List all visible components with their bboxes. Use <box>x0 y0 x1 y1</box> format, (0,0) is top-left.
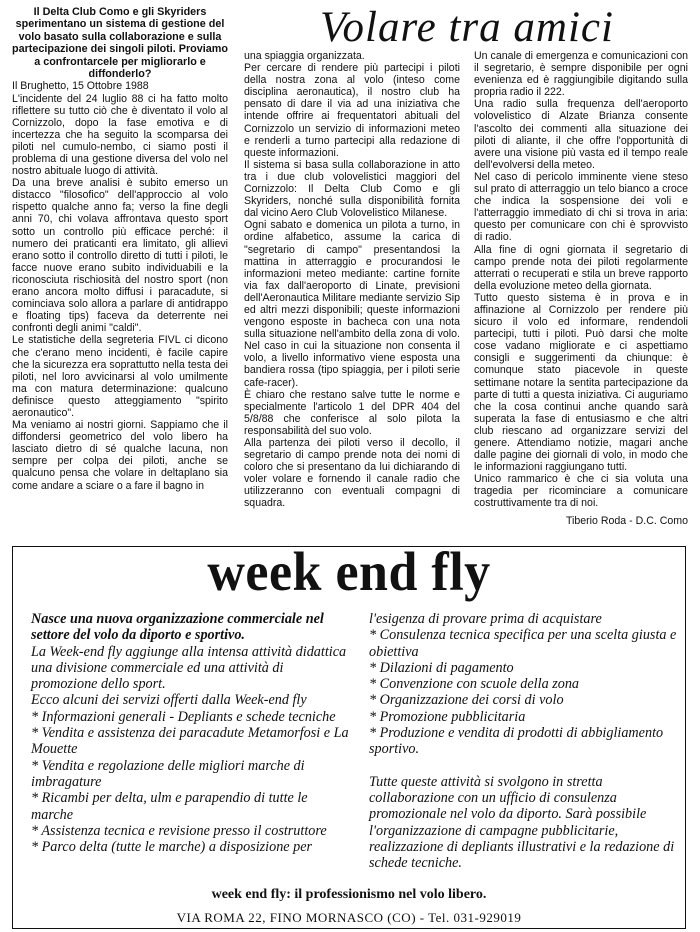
paragraph: Da una breve analisi è subito emerso un distacco "filosofico" dell'approccio al volo rispetto qualche anno fa; verso la fine degli anni 70, chi volava affrontava questo sport sotto un controllo più efficace perché: il numero dei praticanti era limitato, gli allievi erano sotto il controllo diretto di tutti i piloti, le facce nuove erano subito individuabili e la riconosciuta rischiosità del nostro sport (non erano ancora molto diffusi i paracadute, si cominciava solo allora a parlare di antidrappo e floating tips) faceva da deterrente nei confronti degli animi "caldi". <box>12 177 228 335</box>
ad-column-2 <box>369 611 677 871</box>
article-signature: Tiberio Roda - D.C. Como <box>565 515 688 527</box>
paragraph: Ogni sabato e domenica un pilota a turno, in ordine alfabetico, assume la carica di "segretario di campo" presentandosi la mattina in atterraggio e procurandosi le informazioni meteo mediante: cartine fornite via fax dall'aeroporto di Linate, previsioni dell'Aeronautica Militare mediante servizio Sip ed altri mezzi disponibili; queste informazioni vengono esposte in bacheca con una nota sulla situazione nell'ambito della zona di volo. Nel caso in cui la situazione non consenta il volo, a livello informativo viene esposta una bandiera rossa (tipo spiaggia, per i piloti serie cafe-racer). <box>244 219 460 389</box>
article-lead: Il Delta Club Como e gli Skyriders sperimentano un sistema di gestione del volo basato sulla collaborazione e sulla partecipazione dei singoli piloti. Proviamo a confrontarcele per migliorarlo e diffonderlo? <box>12 6 228 81</box>
article <box>12 6 688 536</box>
ad-line: * Informazioni generali - Depliants e schede tecniche <box>31 708 336 725</box>
ad-line: * Parco delta (tutte le marche) a disposizione per <box>31 839 313 856</box>
ad-title: week end fly <box>207 542 491 603</box>
ad-footer <box>13 886 685 926</box>
ad-line: * Promozione pubblicitaria <box>369 708 526 725</box>
paragraph: Alla partenza dei piloti verso il decollo, il segretario di campo prende nota dei nomi di coloro che si presentano da lui dichiarando di voler volare e fornendo il canale radio che utilizzeranno con eventuali compagni di squadra. <box>244 437 460 510</box>
paragraph: È chiaro che restano salve tutte le norme e specialmente l'articolo 1 del DPR 404 del 5/8/88 che conferisce al solo pilota la responsabilità del suo volo. <box>244 388 460 437</box>
ad-line: * Consulenza tecnica specifica per una scelta giusta e obiettiva <box>369 627 677 660</box>
ad-line: * Organizzazione dei corsi di volo <box>369 692 564 709</box>
paragraph: Nel caso di pericolo imminente viene steso sul prato di atterraggio un telo bianco a croce che indica la sospensione dei voli e l'atterraggio immediato di chi si trova in aria: questo per comunicare con chi è sprovvisto di radio. <box>474 170 688 244</box>
ad-line: * Vendita e regolazione delle migliori marche di imbragature <box>31 757 305 790</box>
ad-line: * Convenzione con scuole della zona <box>369 676 580 693</box>
paragraph: Il sistema si basa sulla collaborazione in atto tra i due club volovelistici maggiori del Cornizzolo: Il Delta Club Como e gli Skyriders, nonché sulla disponibilità fornita dal vicino Aero Club Volovelistico Milanese. <box>244 158 460 220</box>
ad-address: VIA ROMA 22, FINO MORNASCO (CO) - Tel. 031-929019 <box>176 910 522 925</box>
ad-line: La Week-end fly aggiunge alla intensa attività didattica una divisione commerciale ed una attività di promozione dello sport. <box>31 643 347 693</box>
ad-line: * Vendita e assistenza dei paracadute Metamorfosi e La Mouette <box>31 725 349 758</box>
article-column-3 <box>474 50 688 510</box>
ad-line: Ecco alcuni dei servizi offerti dalla Week-end fly <box>31 692 307 709</box>
ad-intro: Nasce una nuova organizzazione commerciale nel settore del volo da diporto e sportivo. <box>31 611 324 644</box>
paragraph: Ma veniamo ai nostri giorni. Sappiamo che il diffondersi geometrico del volo libero ha lasciato dietro di sé qualche lacuna, non sempre per colpa dei piloti, anche se qualcuno pensa che volare in deltaplano sia come andare a sciare o a fare il bagno in <box>12 419 228 492</box>
ad-line: * Assistenza tecnica e revisione presso il costruttore <box>31 822 327 839</box>
paragraph: Unico rammarico è che ci sia voluta una tragedia per ricominciare a comunicare costruttivamente tra di noi. <box>474 473 688 510</box>
paragraph: Le statistiche della segreteria FIVL ci dicono che c'erano meno incidenti, è facile capire che la sicurezza era soprattutto nella testa dei piloti, nel loro avvicinarsi al volo umilmente ma con matura determinazione: qualcuno definisce questo atteggiamento "spirito aeronautico". <box>12 334 228 419</box>
paragraph: una spiaggia organizzata. <box>244 50 365 62</box>
article-column-2 <box>244 50 460 510</box>
spacer <box>369 758 677 774</box>
paragraph: Per cercare di rendere più partecipi i piloti della nostra zona al volo (inteso come disciplina aeronautica), il nostro club ha pensato di dare il via ad una iniziativa che intende offrire ai frequentatori abituali del Cornizzolo un servizio di informazioni meteo e renderli a turno partecipi alla redazione di queste informazioni. <box>244 62 460 159</box>
ad-closing: Tutte queste attività si svolgono in stretta collaborazione con un ufficio di consulenza promozionale nel volo da diporto. Sarà possibile l'organizzazione di campagne pubblicitarie, realizzazione di depliants illustrativi e la redazione di schede tecniche. <box>369 773 675 872</box>
article-column-1 <box>12 6 228 492</box>
paragraph: Tutto questo sistema è in prova e in affinazione al Cornizzolo per rendere più sicuro il volo ed informare, rendendoli partecipi, tutti i piloti. Può darsi che molte cose vadano migliorate e ci aspettiamo consigli e suggerimenti da chiunque: è comunque stato piacevole in queste settimane notare la sentita partecipazione da parte di tutti a questa iniziativa. Ci auguriamo che la cosa continui anche quando sarà superata la fase di entusiasmo e che altri club riescano ad organizzare servizi del genere. Attendiamo notizie, magari anche dalle pagine dei giornali di volo, in modo che le informazioni raggiungano tutti. <box>474 291 688 474</box>
ad-tagline: week end fly: il professionismo nel volo libero. <box>211 887 487 902</box>
ad-column-1 <box>31 611 351 855</box>
ad-line: * Dilazioni di pagamento <box>369 659 514 676</box>
paragraph: Un canale di emergenza e comunicazioni con il segretario, è sempre disponibile per ogni evenienza ed è raggiungibile digitando sulla propria radio il 222. <box>474 50 688 99</box>
paragraph: Alla fine di ogni giornata il segretario di campo prende nota dei piloti regolarmente atterrati o recuperati e stila un breve rapporto della evoluzione meteo della giornata. <box>474 243 688 292</box>
ad-line: l'esigenza di provare prima di acquistare <box>369 611 602 627</box>
paragraph: L'incidente del 24 luglio 88 ci ha fatto molto riflettere su tutto ciò che è diventato il volo al Cornizzolo, dopo la fase emotiva e di incertezza che ha seguito la scomparsa dei piloti nel cumulo-nembo, ci siamo posti il problema di una gestione diversa del volo nel nostro abituale luogo di attività. <box>12 92 228 178</box>
paragraph: Una radio sulla frequenza dell'aeroporto volovelistico di Alzate Brianza consente l'ascolto dei commenti alla situazione dei piloti di aliante, il che offre l'opportunità di avere una visione più vasta ed il tempo reale dell'evolversi della meteo. <box>474 98 688 171</box>
magazine-page <box>12 4 688 925</box>
article-dateline: Il Brughetto, 15 Ottobre 1988 <box>12 80 149 93</box>
advertisement-box <box>12 542 686 929</box>
ad-line: * Ricambi per delta, ulm e parapendio di tutte le marche <box>31 790 308 823</box>
ad-line: * Produzione e vendita di prodotti di abbigliamento sportivo. <box>369 725 664 758</box>
article-title: Volare tra amici <box>320 4 614 51</box>
